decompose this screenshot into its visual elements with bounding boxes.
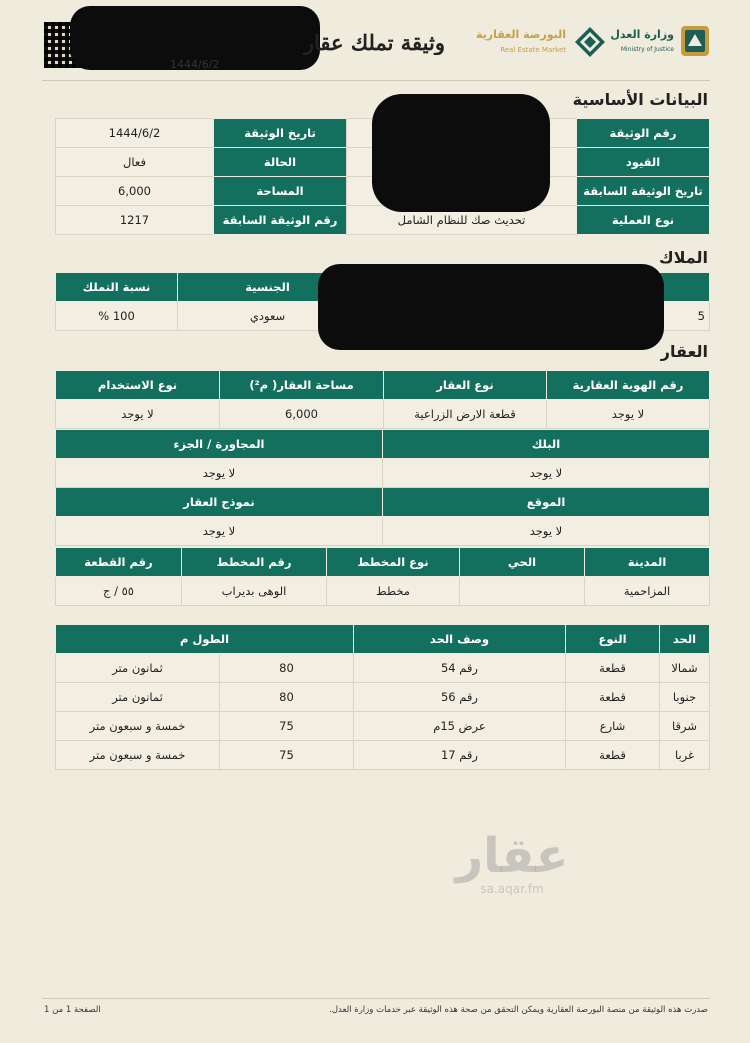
property-value: لا يوجد (383, 459, 710, 488)
building-icon (570, 22, 610, 64)
property-header: الموقع (383, 488, 710, 517)
property-value (460, 577, 585, 606)
property-header: مساحة العقار( م²) (220, 371, 384, 400)
basic-value: تحديث صك للنظام الشامل (347, 206, 577, 235)
footer-page-number: الصفحة 1 من 1 (44, 1005, 101, 1015)
property-header: المجاورة / الجزء (56, 430, 383, 459)
bounds-table (55, 624, 710, 770)
bounds-header: وصف الحد (354, 625, 566, 654)
moj-emblem-icon (678, 22, 712, 64)
watermark-text-ar: عقار (455, 828, 569, 884)
basic-label: رقم الوثيقة السابقة (214, 206, 347, 235)
header-divider (42, 80, 710, 81)
table-row (56, 459, 710, 488)
property-value: 6,000 (220, 400, 384, 429)
bound-side: جنوبا (660, 683, 710, 712)
table-row (56, 625, 710, 654)
basic-label: نوع العملية (577, 206, 710, 235)
table-row (56, 400, 710, 429)
property-header: الحي (460, 548, 585, 577)
moj-logo-ar: وزارة العدل (610, 28, 674, 41)
basic-label: القيود (577, 148, 710, 177)
page-title: وثيقة تملك عقار (303, 30, 445, 55)
table-row (56, 712, 710, 741)
table-row (56, 548, 710, 577)
bound-side: شرقا (660, 712, 710, 741)
bound-side: شمالا (660, 654, 710, 683)
basic-value: 6,000 (56, 177, 214, 206)
bounds-header: الطول م (56, 625, 354, 654)
bound-length: 75 (220, 712, 354, 741)
property-header: رقم الهوية العقارية (547, 371, 710, 400)
property-header: نوع المخطط (327, 548, 460, 577)
table-row (56, 206, 710, 235)
basic-label: رقم الوثيقة (577, 119, 710, 148)
owner-id: 5 (358, 302, 710, 331)
basic-section-title: البيانات الأساسية (572, 90, 708, 109)
real-estate-logo (475, 22, 610, 62)
real-estate-logo-ar: البورصة العقارية (475, 28, 566, 41)
property-header: المدينة (585, 548, 710, 577)
footer-note: صدرت هذه الوثيقة من منصة البورصة العقارية ويمكن التحقق من صحة هذه الوثيقة عبر خدمات وزارة العدل. (329, 1005, 708, 1015)
property-header: نوع العقار (384, 371, 547, 400)
property-value: المزاحمية (585, 577, 710, 606)
owners-section-title: الملاك (658, 248, 708, 267)
bound-length: 75 (220, 741, 354, 770)
basic-value: فعال (56, 148, 214, 177)
bound-type: قطعة (566, 683, 660, 712)
property-header: رقم القطعة (56, 548, 182, 577)
moj-logo-en: Ministry of Justice (620, 46, 674, 53)
bound-side: غربا (660, 741, 710, 770)
table-row (56, 683, 710, 712)
bounds-header: النوع (566, 625, 660, 654)
bound-desc: عرض 15م (354, 712, 566, 741)
property-value: لا يوجد (56, 400, 220, 429)
basic-value: 1217 (56, 206, 214, 235)
property-value: ٥٥ / ج (56, 577, 182, 606)
property-header: البلك (383, 430, 710, 459)
basic-label: تاريخ الوثيقة (214, 119, 347, 148)
header-date: 1444/6/2 (170, 58, 220, 71)
owners-header: الجنسية (178, 273, 358, 302)
property-value: لا يوجد (56, 459, 383, 488)
property-header: نموذج العقار (56, 488, 383, 517)
table-row (56, 577, 710, 606)
basic-label: المساحة (214, 177, 347, 206)
bound-desc: رقم 56 (354, 683, 566, 712)
bounds-header: الحد (660, 625, 710, 654)
basic-value: 1444/6/2 (56, 119, 214, 148)
basic-label: الحالة (214, 148, 347, 177)
property-header: نوع الاستخدام (56, 371, 220, 400)
owners-redaction (318, 264, 664, 350)
property-value: الوهى بديراب (182, 577, 327, 606)
property-table-1 (55, 370, 710, 429)
basic-redaction (372, 94, 550, 212)
bound-length: 80 (220, 683, 354, 712)
property-table-2 (55, 429, 710, 546)
table-row (56, 654, 710, 683)
bound-desc: رقم 54 (354, 654, 566, 683)
bound-length-text: خمسة و سبعون متر (56, 712, 220, 741)
bound-length-text: خمسة و سبعون متر (56, 741, 220, 770)
property-value: لا يوجد (547, 400, 710, 429)
table-row (56, 517, 710, 546)
property-value: قطعة الارض الزراعية (384, 400, 547, 429)
footer-divider (42, 998, 710, 999)
table-row (56, 371, 710, 400)
property-value: لا يوجد (383, 517, 710, 546)
bound-type: شارع (566, 712, 660, 741)
moj-logo (610, 22, 712, 62)
table-row (56, 741, 710, 770)
property-table-4 (55, 547, 710, 606)
property-value: مخطط (327, 577, 460, 606)
owner-nationality: سعودي (178, 302, 358, 331)
property-value: لا يوجد (56, 517, 383, 546)
bound-desc: رقم 17 (354, 741, 566, 770)
watermark-text-en: sa.aqar.fm (480, 882, 544, 896)
real-estate-logo-en: Real Estate Market (500, 46, 566, 54)
owner-share: 100 % (56, 302, 178, 331)
bound-type: قطعة (566, 654, 660, 683)
watermark-logo (452, 830, 572, 910)
table-row (56, 430, 710, 459)
bound-type: قطعة (566, 741, 660, 770)
owners-header: نسبة التملك (56, 273, 178, 302)
bound-length-text: ثمانون متر (56, 683, 220, 712)
table-row (56, 488, 710, 517)
basic-label: تاريخ الوثيقة السابقة (577, 177, 710, 206)
bound-length: 80 (220, 654, 354, 683)
property-header: رقم المخطط (182, 548, 327, 577)
bound-length-text: ثمانون متر (56, 654, 220, 683)
property-section-title: العقار (660, 342, 708, 361)
